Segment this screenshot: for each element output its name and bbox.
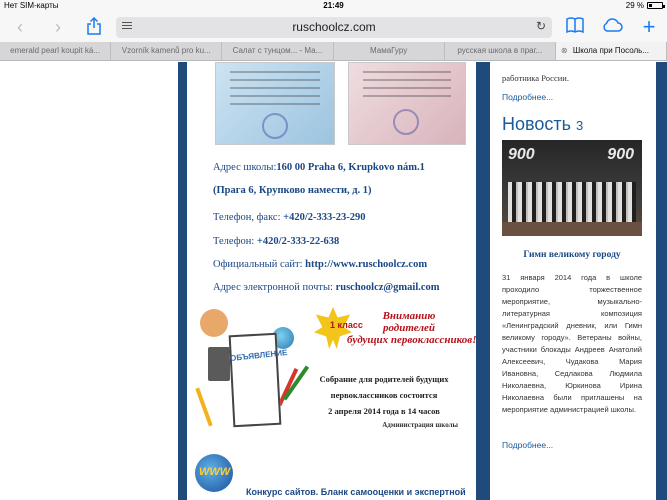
email	[213, 282, 440, 293]
bookmarks-icon[interactable]	[563, 16, 587, 38]
meeting-announcement	[304, 371, 464, 419]
news-article-title[interactable]: Гимн великому городу	[523, 250, 621, 260]
reload-icon[interactable]: ↻	[535, 19, 546, 33]
news-title-text: Новость	[502, 114, 572, 134]
tab-russian-school[interactable]: русская школа в праг...	[445, 42, 556, 60]
back-icon[interactable]: ‹	[17, 17, 23, 37]
site-label: Официальный сайт:	[213, 259, 306, 270]
announcement-banner[interactable]	[194, 307, 477, 437]
news-count: 3	[576, 118, 584, 133]
carrier-label: Нет SIM-карты	[4, 1, 59, 10]
school-address-ru	[213, 185, 372, 196]
page-frame-right	[656, 62, 667, 500]
attention-line-1: Вниманию	[382, 310, 436, 322]
tab-vzornik[interactable]: Vzorník kamenů pro ku...	[111, 42, 222, 60]
address-label: Адрес школы:	[213, 162, 277, 173]
first-grade-label: 1 класс	[330, 320, 363, 330]
photo-number-right: 900	[607, 146, 634, 163]
tab-bar	[0, 42, 667, 61]
phone-fax-label: Телефон, факс:	[213, 212, 284, 223]
address-value: 160 00 Praha 6, Krupkovo nám.1	[276, 162, 425, 173]
status-bar	[0, 0, 667, 12]
address-bar[interactable]	[116, 17, 552, 38]
web-page[interactable]	[0, 62, 667, 500]
calculator-image	[208, 347, 230, 381]
phone-label: Телефон:	[213, 236, 257, 247]
school-address	[213, 162, 425, 173]
url-text[interactable]: ruschoolcz.com	[292, 20, 376, 34]
accreditation-certificate-image[interactable]	[348, 62, 466, 145]
clock: 21:49	[323, 1, 344, 10]
concert-photo[interactable]	[502, 140, 642, 236]
site-link[interactable]: http://www.ruschoolcz.com	[305, 259, 428, 270]
contest-link[interactable]: Конкурс сайтов. Бланк самооценки и экспертной	[246, 487, 466, 497]
administration-signature: Администрация школы	[382, 421, 458, 429]
meeting-line-2: первоклассников состоится	[330, 390, 438, 400]
browser-toolbar	[0, 12, 667, 42]
official-site	[213, 259, 427, 270]
phone-fax	[213, 212, 366, 223]
battery-indicator	[626, 1, 663, 10]
news-heading	[502, 114, 583, 135]
tab-salad[interactable]: Салат с тунцом... - Ма...	[222, 42, 333, 60]
phone	[213, 236, 339, 247]
announcement-illustration	[194, 307, 304, 437]
notice-board-label: ОБЪЯВЛЕНИЕ	[229, 348, 288, 363]
phone-value[interactable]: +420/2-333-22-638	[256, 236, 340, 247]
schoolgirl-image	[200, 309, 228, 337]
tab-mamaguru[interactable]: МамаГуру	[334, 42, 445, 60]
cloud-tabs-icon[interactable]	[600, 16, 624, 38]
meeting-line-1: Собрание для родителей будущих	[319, 374, 449, 384]
email-link[interactable]: ruschoolcz@gmail.com	[335, 282, 440, 293]
tab-school-embassy[interactable]	[556, 42, 667, 60]
share-icon[interactable]	[82, 16, 106, 38]
address-ru-text: (Прага 6, Крупково намести, д. 1)	[213, 185, 372, 196]
photo-number-left: 900	[508, 146, 535, 163]
news-article-text: 31 января 2014 года в школе проходило торжественное мероприятие, музыкально-литературная композиция «Ленинградский дневник, или Гимн великому городу». Ветераны войны, участники блокады Андреев Анатолий Алексеевич, Чудакова Мария Ивановна, Седлакова Людмила Николаевна, Юркинова Ирина Николаевна были приглашены на мероприятие администрацией школы.	[502, 273, 642, 414]
page-frame-left	[178, 62, 187, 500]
phone-fax-value[interactable]: +420/2-333-23-290	[283, 212, 366, 223]
battery-level	[649, 4, 652, 7]
attention-line-3: будущих первоклассников!	[347, 334, 477, 346]
attention-heading	[347, 310, 477, 346]
battery-icon	[647, 2, 663, 9]
license-certificate-image[interactable]	[215, 62, 335, 145]
column-divider	[476, 62, 490, 500]
meeting-line-3: 2 апреля 2014 года в 14 часов	[328, 406, 440, 416]
battery-percent: 29 %	[625, 1, 644, 10]
www-logo-text: WWW	[199, 466, 231, 478]
attention-line-2: родителей	[382, 322, 436, 334]
notice-board-image	[229, 333, 282, 427]
email-label: Адрес электронной почты:	[213, 282, 336, 293]
choir-row	[508, 182, 636, 222]
www-globe-icon[interactable]	[195, 454, 233, 492]
forward-icon[interactable]: ›	[55, 17, 61, 37]
tab-label: Школа при Посоль...	[572, 46, 649, 55]
new-tab-icon[interactable]: +	[642, 14, 656, 39]
read-more-link-2[interactable]: Подробнее...	[502, 440, 554, 450]
previous-news-tail: работника России.	[502, 73, 569, 83]
close-tab-icon[interactable]: ⊗	[560, 46, 568, 55]
tab-emerald-pearl[interactable]: emerald pearl koupit ká...	[0, 42, 111, 60]
read-more-link-1[interactable]: Подробнее...	[502, 92, 554, 102]
